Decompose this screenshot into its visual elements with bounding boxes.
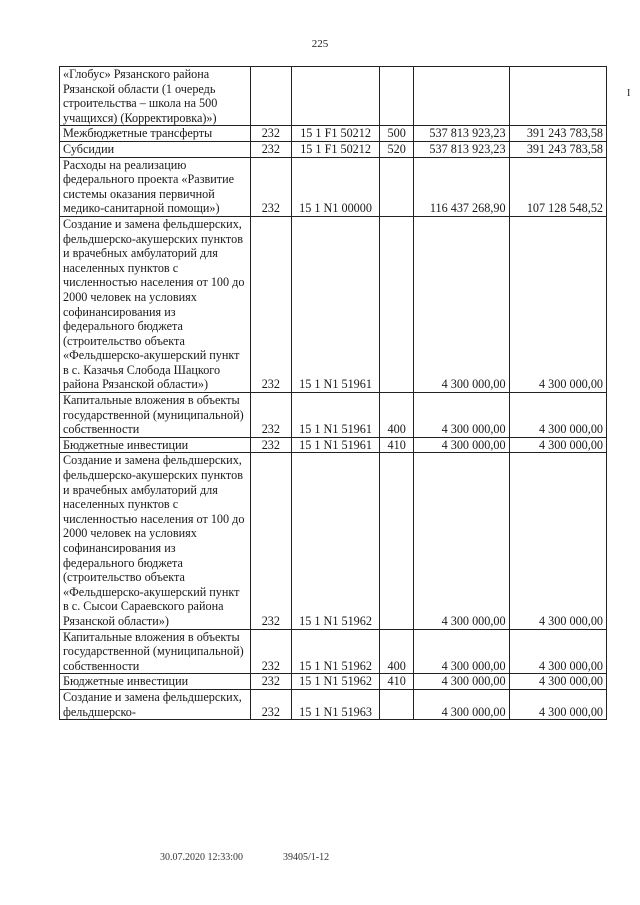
row-name: «Глобус» Рязанского района Рязанской области (1 очередь строительства – школа на 500 учащихся) (Корректировка)») [60,67,251,126]
row-sum-year-1: 4 300 000,00 [414,453,509,629]
table-row [60,437,607,453]
row-sum-year-2: 4 300 000,00 [509,674,606,690]
row-name: Бюджетные инвестиции [60,674,251,690]
row-expense-type [380,216,414,392]
row-sum-year-2: 4 300 000,00 [509,216,606,392]
row-sum-year-1: 537 813 923,23 [414,141,509,157]
row-sum-year-2: 4 300 000,00 [509,437,606,453]
row-target-article: 15 1 N1 51961 [292,437,380,453]
row-sum-year-1: 4 300 000,00 [414,689,509,719]
row-code: 232 [250,393,291,438]
row-target-article: 15 1 N1 51961 [292,393,380,438]
row-sum-year-1 [414,67,509,126]
table-row [60,689,607,719]
row-sum-year-2: 4 300 000,00 [509,689,606,719]
table-row [60,67,607,126]
row-code: 232 [250,674,291,690]
row-sum-year-2: 4 300 000,00 [509,453,606,629]
row-target-article: 15 1 N1 51961 [292,216,380,392]
row-expense-type: 500 [380,126,414,142]
row-sum-year-1: 4 300 000,00 [414,437,509,453]
row-expense-type: 410 [380,437,414,453]
row-target-article: 15 1 N1 00000 [292,157,380,216]
row-expense-type: 410 [380,674,414,690]
row-target-article: 15 1 F1 50212 [292,141,380,157]
row-sum-year-1: 537 813 923,23 [414,126,509,142]
row-sum-year-2: 107 128 548,52 [509,157,606,216]
row-name: Создание и замена фельдшерских, фельдшерско-акушерских пунктов и врачебных амбулаторий для населенных пунктов с численностью населения от 100 до 2000 человек на условиях софинансирования из федерального бюджета (строительство объекта «Фельдшерско-акушерский пункт в с. Казачья Слобода Шацкого района Рязанской области») [60,216,251,392]
row-sum-year-1: 4 300 000,00 [414,393,509,438]
row-code: 232 [250,157,291,216]
table-row [60,126,607,142]
row-name: Бюджетные инвестиции [60,437,251,453]
row-target-article [292,67,380,126]
row-sum-year-1: 4 300 000,00 [414,216,509,392]
table-row [60,629,607,674]
table-row [60,674,607,690]
page-number: 225 [311,38,329,50]
row-sum-year-2: 391 243 783,58 [509,126,606,142]
row-expense-type: 400 [380,393,414,438]
row-target-article: 15 1 N1 51962 [292,453,380,629]
row-name: Расходы на реализацию федерального проекта «Развитие системы оказания первичной медико-санитарной помощи») [60,157,251,216]
footer-doc-id: 39405/1-12 [283,852,330,863]
row-sum-year-2: 4 300 000,00 [509,629,606,674]
row-target-article: 15 1 F1 50212 [292,126,380,142]
margin-mark: I [627,88,631,99]
row-sum-year-2: 391 243 783,58 [509,141,606,157]
row-expense-type [380,157,414,216]
row-code: 232 [250,141,291,157]
row-target-article: 15 1 N1 51962 [292,674,380,690]
row-sum-year-1: 4 300 000,00 [414,674,509,690]
table-row [60,216,607,392]
row-code: 232 [250,689,291,719]
row-expense-type [380,453,414,629]
row-code: 232 [250,216,291,392]
row-target-article: 15 1 N1 51963 [292,689,380,719]
row-code: 232 [250,629,291,674]
row-target-article: 15 1 N1 51962 [292,629,380,674]
row-sum-year-1: 116 437 268,90 [414,157,509,216]
row-expense-type [380,67,414,126]
row-sum-year-1: 4 300 000,00 [414,629,509,674]
row-name: Создание и замена фельдшерских, фельдшерско- [60,689,251,719]
budget-table [59,66,607,720]
row-name: Капитальные вложения в объекты государственной (муниципальной) собственности [60,629,251,674]
row-code [250,67,291,126]
footer-timestamp: 30.07.2020 12:33:00 [160,852,244,863]
row-expense-type: 400 [380,629,414,674]
row-code: 232 [250,437,291,453]
row-sum-year-2 [509,67,606,126]
row-name: Субсидии [60,141,251,157]
table-row [60,141,607,157]
row-code: 232 [250,126,291,142]
row-sum-year-2: 4 300 000,00 [509,393,606,438]
table-row [60,453,607,629]
row-expense-type [380,689,414,719]
row-code: 232 [250,453,291,629]
table-row [60,157,607,216]
row-name: Капитальные вложения в объекты государственной (муниципальной) собственности [60,393,251,438]
table-row [60,393,607,438]
row-name: Создание и замена фельдшерских, фельдшерско-акушерских пунктов и врачебных амбулаторий для населенных пунктов с численностью населения от 100 до 2000 человек на условиях софинансирования из федерального бюджета (строительство объекта «Фельдшерско-акушерский пункт в с. Сысои Сараевского района Рязанской области») [60,453,251,629]
row-expense-type: 520 [380,141,414,157]
row-name: Межбюджетные трансферты [60,126,251,142]
